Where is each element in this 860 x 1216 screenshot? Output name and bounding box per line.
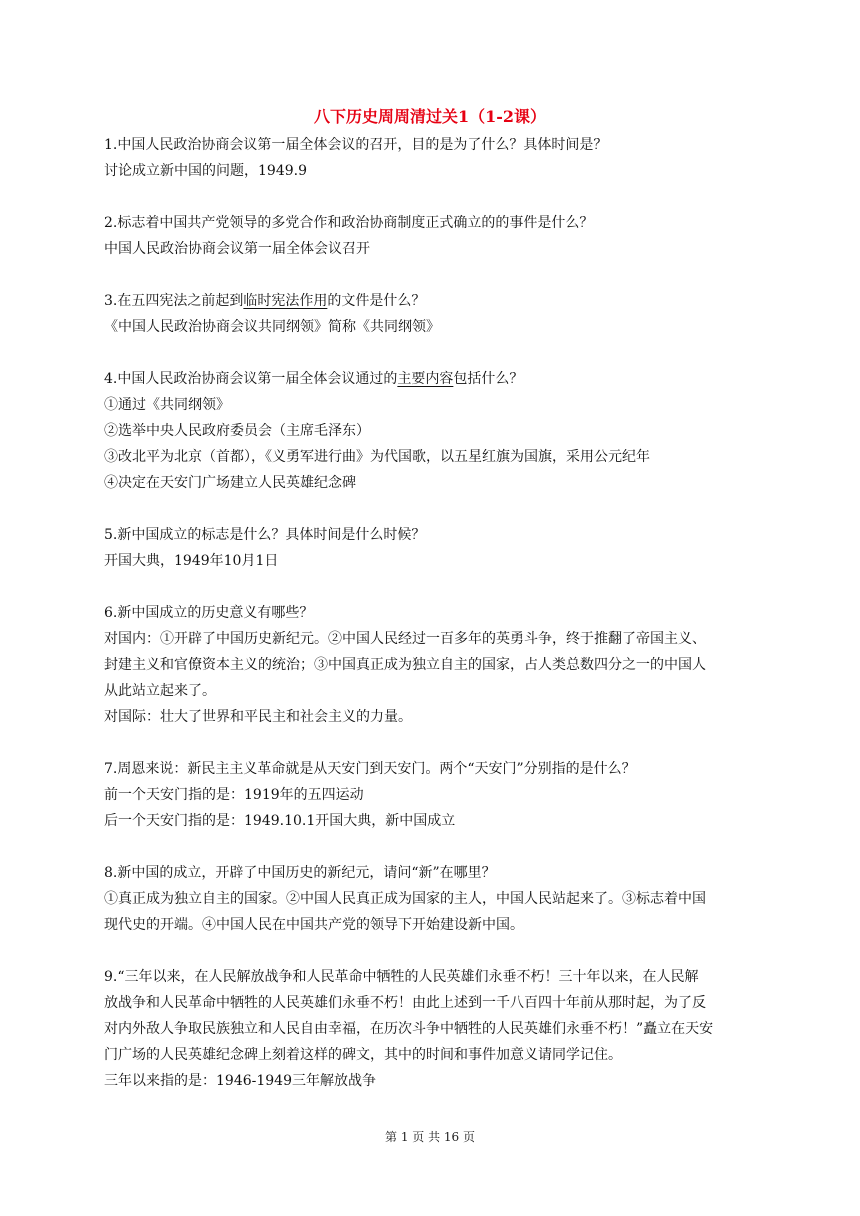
question-4 [104,366,764,392]
question-4-pre: 4.中国人民政治协商会议第一届全体会议通过的 [104,371,398,387]
question-3-pre: 3.在五四宪法之前起到 [104,293,244,309]
answer-4-line-1: ①通过《共同纲领》 [104,397,230,413]
document-content [104,132,764,1120]
page-footer: 第 1 页 共 16 页 [385,1130,475,1144]
answer-9-line-1: 放战争和人民革命中牺牲的人民英雄们永垂不朽！由此上述到一千八百四十年前从那时起，为了反 [104,995,706,1011]
answer-4-line-4: ④决定在天安门广场建立人民英雄纪念碑 [104,475,356,491]
qa-item-8 [104,860,764,938]
document-title: 八下历史周周清过关1（1-2课） [313,107,547,126]
question-9: 9.“三年以来，在人民解放战争和人民革命中牺牲的人民英雄们永垂不朽！三十年以来，在人民解 [104,969,699,985]
question-3-underlined: 临时宪法作用 [243,293,328,309]
answer-9-line-2: 对内外敌人争取民族独立和人民自由幸福，在历次斗争中牺牲的人民英雄们永垂不朽！”矗立在天安 [104,1021,714,1037]
question-8: 8.新中国的成立，开辟了中国历史的新纪元，请问“新”在哪里？ [104,865,496,881]
answer-6-line-3: 从此站立起来了。 [104,683,216,699]
answer-4-line-2: ②选举中央人民政府委员会（主席毛泽东） [104,423,370,439]
answer-1-line-1: 讨论成立新中国的问题，1949.9 [104,163,307,179]
question-4-underlined: 主要内容 [397,371,454,387]
question-5: 5.新中国成立的标志是什么？具体时间是什么时候？ [104,527,426,543]
answer-6-line-1: 对国内：①开辟了中国历史新纪元。②中国人民经过一百多年的英勇斗争，终于推翻了帝国主义、 [104,631,706,647]
question-4-post: 包括什么？ [453,371,524,387]
answer-9-line-3: 门广场的人民英雄纪念碑上刻着这样的碑文，其中的时间和事件加意义请同学记住。 [104,1047,622,1063]
answer-8-line-1: ①真正成为独立自主的国家。②中国人民真正成为国家的主人，中国人民站起来了。③标志着中国 [104,891,706,907]
answer-5-line-1: 开国大典，1949年10月1日 [104,553,279,569]
answer-8-line-2: 现代史的开端。④中国人民在中国共产党的领导下开始建设新中国。 [104,917,524,933]
qa-item-7 [104,756,764,834]
question-3 [104,288,764,314]
qa-item-1 [104,132,764,184]
answer-7-line-2: 后一个天安门指的是：1949.10.1开国大典，新中国成立 [104,813,456,829]
qa-item-4 [104,366,764,496]
qa-item-9 [104,964,764,1094]
qa-item-5 [104,522,764,574]
answer-6-line-2: 封建主义和官僚资本主义的统治；③中国真正成为独立自主的国家，占人类总数四分之一的中国人 [104,657,706,673]
qa-item-3 [104,288,764,340]
qa-item-2 [104,210,764,262]
question-1: 1.中国人民政治协商会议第一届全体会议的召开，目的是为了什么？具体时间是？ [104,137,608,153]
question-6: 6.新中国成立的历史意义有哪些？ [104,605,314,621]
question-7: 7.周恩来说：新民主主义革命就是从天安门到天安门。两个“天安门”分别指的是什么？ [104,761,636,777]
question-2: 2.标志着中国共产党领导的多党合作和政治协商制度正式确立的的事件是什么？ [104,215,594,231]
answer-9-line-4: 三年以来指的是：1946-1949三年解放战争 [104,1073,376,1089]
answer-6-line-4: 对国际：壮大了世界和平民主和社会主义的力量。 [104,709,412,725]
answer-3-line-1: 《中国人民政治协商会议共同纲领》简称《共同纲领》 [104,319,440,335]
question-3-post: 的文件是什么？ [327,293,426,309]
answer-2-line-1: 中国人民政治协商会议第一届全体会议召开 [104,241,370,257]
answer-7-line-1: 前一个天安门指的是：1919年的五四运动 [104,787,364,803]
answer-4-line-3: ③改北平为北京（首都），《义勇军进行曲》为代国歌，以五星红旗为国旗，采用公元纪年 [104,449,650,465]
qa-item-6 [104,600,764,730]
